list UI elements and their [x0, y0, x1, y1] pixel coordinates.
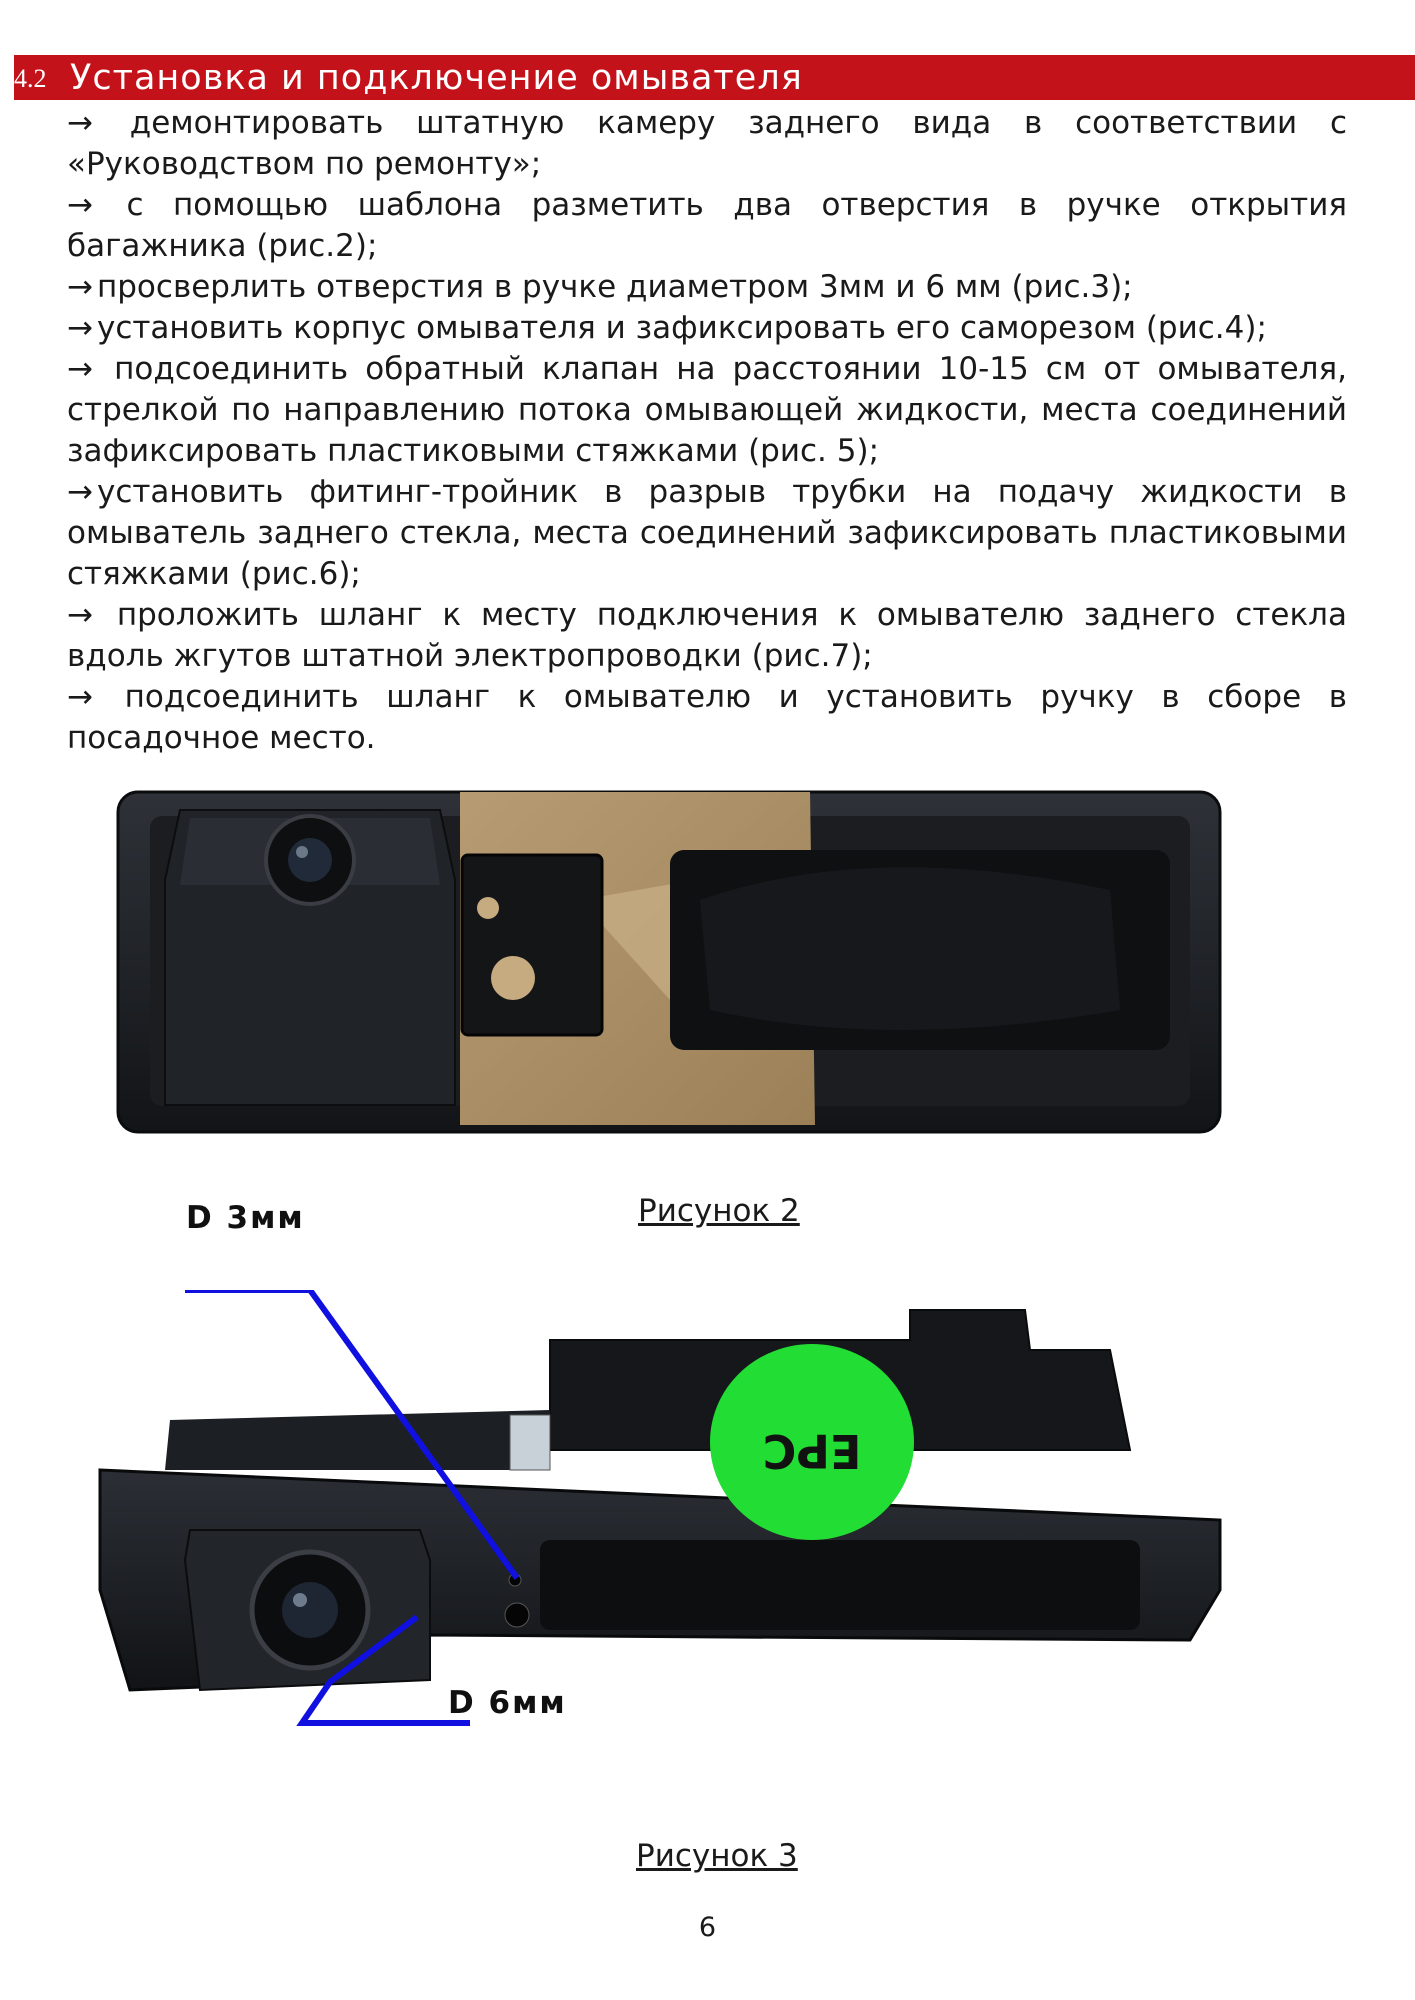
instruction-step: → установить корпус омывателя и зафиксировать его саморезом (рис.4); [67, 310, 1267, 346]
instruction-list [67, 103, 1347, 759]
figure-3-photo [70, 1290, 1230, 1730]
arrow-icon: → [67, 105, 93, 141]
section-title: Установка и подключение омывателя [70, 58, 803, 98]
arrow-icon: → [67, 269, 93, 305]
small-hole-label: D 3мм [186, 1200, 305, 1236]
large-hole-label: D 6мм [448, 1685, 567, 1721]
arrow-icon: → [67, 679, 93, 715]
instruction-step: → установить фитинг-тройник в разрыв трубки на подачу жидкости в омыватель заднего стекла, места соединений зафиксировать пластиковыми стяжками (рис.6); [67, 474, 1347, 592]
instruction-step: → с помощью шаблона разметить два отверстия в ручке открытия багажника (рис.2); [67, 187, 1347, 264]
arrow-icon: → [67, 597, 93, 633]
arrow-icon: → [67, 351, 93, 387]
page-number: 6 [698, 1912, 717, 1943]
instruction-step: → подсоединить обратный клапан на расстоянии 10-15 см от омывателя, стрелкой по направлению потока омывающей жидкости, места соединений зафиксировать пластиковыми стяжками (рис. 5); [67, 351, 1347, 469]
instruction-step: → демонтировать штатную камеру заднего вида в соответствии с «Руководством по ремонту»; [67, 105, 1347, 182]
figure-3-caption: Рисунок 3 [636, 1838, 798, 1874]
section-header [14, 55, 1415, 100]
figure-2-caption: Рисунок 2 [638, 1193, 800, 1229]
arrow-icon: → [67, 187, 93, 223]
instruction-step: → просверлить отверстия в ручке диаметром 3мм и 6 мм (рис.3); [67, 269, 1133, 305]
instruction-step: → проложить шланг к месту подключения к омывателю заднего стекла вдоль жгутов штатной электропроводки (рис.7); [67, 597, 1347, 674]
figure-2-photo [110, 780, 1230, 1140]
instruction-step: → подсоединить шланг к омывателю и установить ручку в сборе в посадочное место. [67, 679, 1348, 756]
arrow-icon: → [67, 474, 93, 510]
arrow-icon: → [67, 310, 93, 346]
section-number: 4.2 [14, 64, 47, 93]
epc-sticker-label: EPC [762, 1424, 862, 1478]
